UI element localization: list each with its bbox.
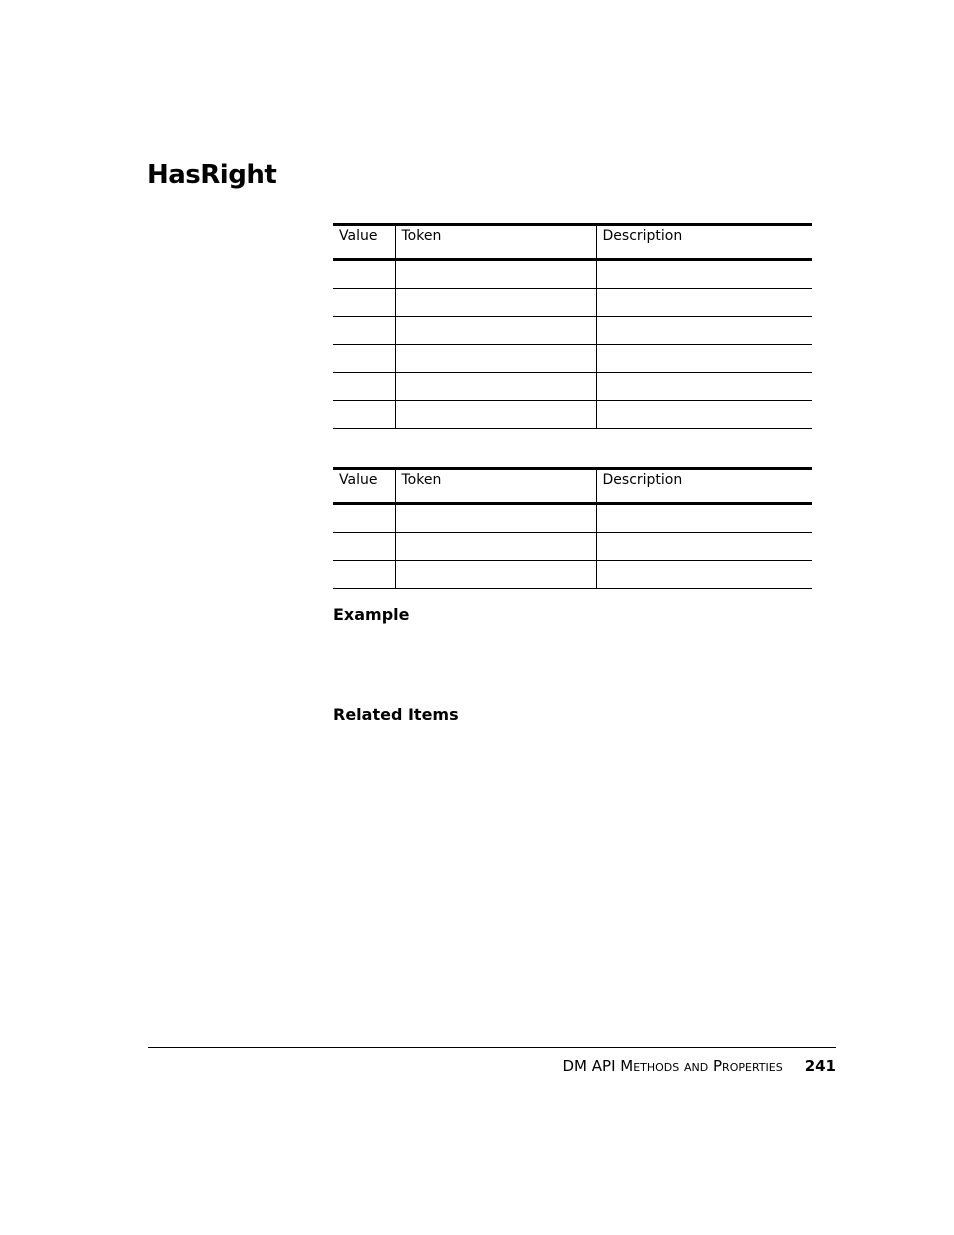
cell-value (333, 561, 395, 589)
cell-value (333, 401, 395, 429)
cell-description (596, 260, 812, 289)
table-row (333, 504, 812, 533)
cell-description (596, 317, 812, 345)
cell-token (395, 317, 596, 345)
cell-token (395, 401, 596, 429)
cell-token (395, 533, 596, 561)
values-table-1 (333, 223, 812, 429)
cell-token (395, 260, 596, 289)
cell-description (596, 345, 812, 373)
cell-value (333, 533, 395, 561)
values-table-2 (333, 467, 812, 589)
cell-description (596, 373, 812, 401)
page-number: 241 (804, 1057, 836, 1075)
column-header-value: Value (333, 225, 395, 260)
cell-value (333, 373, 395, 401)
table-row (333, 345, 812, 373)
cell-description (596, 533, 812, 561)
example-heading: Example (333, 605, 410, 624)
column-header-value: Value (333, 469, 395, 504)
cell-value (333, 345, 395, 373)
cell-token (395, 289, 596, 317)
cell-description (596, 289, 812, 317)
cell-description (596, 561, 812, 589)
cell-token (395, 504, 596, 533)
table-row (333, 561, 812, 589)
cell-description (596, 401, 812, 429)
column-header-token: Token (395, 469, 596, 504)
page-title: HasRight (147, 160, 277, 190)
page-footer (148, 1054, 836, 1078)
footer-title: DM API Methods and Properties (562, 1057, 783, 1075)
cell-value (333, 260, 395, 289)
cell-value (333, 317, 395, 345)
table-header-row (333, 225, 812, 260)
footer-divider (148, 1047, 836, 1048)
table-row (333, 317, 812, 345)
cell-token (395, 561, 596, 589)
cell-token (395, 345, 596, 373)
cell-token (395, 373, 596, 401)
column-header-token: Token (395, 225, 596, 260)
table-row (333, 289, 812, 317)
cell-value (333, 504, 395, 533)
table-header-row (333, 469, 812, 504)
column-header-description: Description (596, 469, 812, 504)
cell-value (333, 289, 395, 317)
column-header-description: Description (596, 225, 812, 260)
related-items-heading: Related Items (333, 705, 459, 724)
table-row (333, 533, 812, 561)
table-row (333, 260, 812, 289)
cell-description (596, 504, 812, 533)
table-row (333, 401, 812, 429)
table-row (333, 373, 812, 401)
